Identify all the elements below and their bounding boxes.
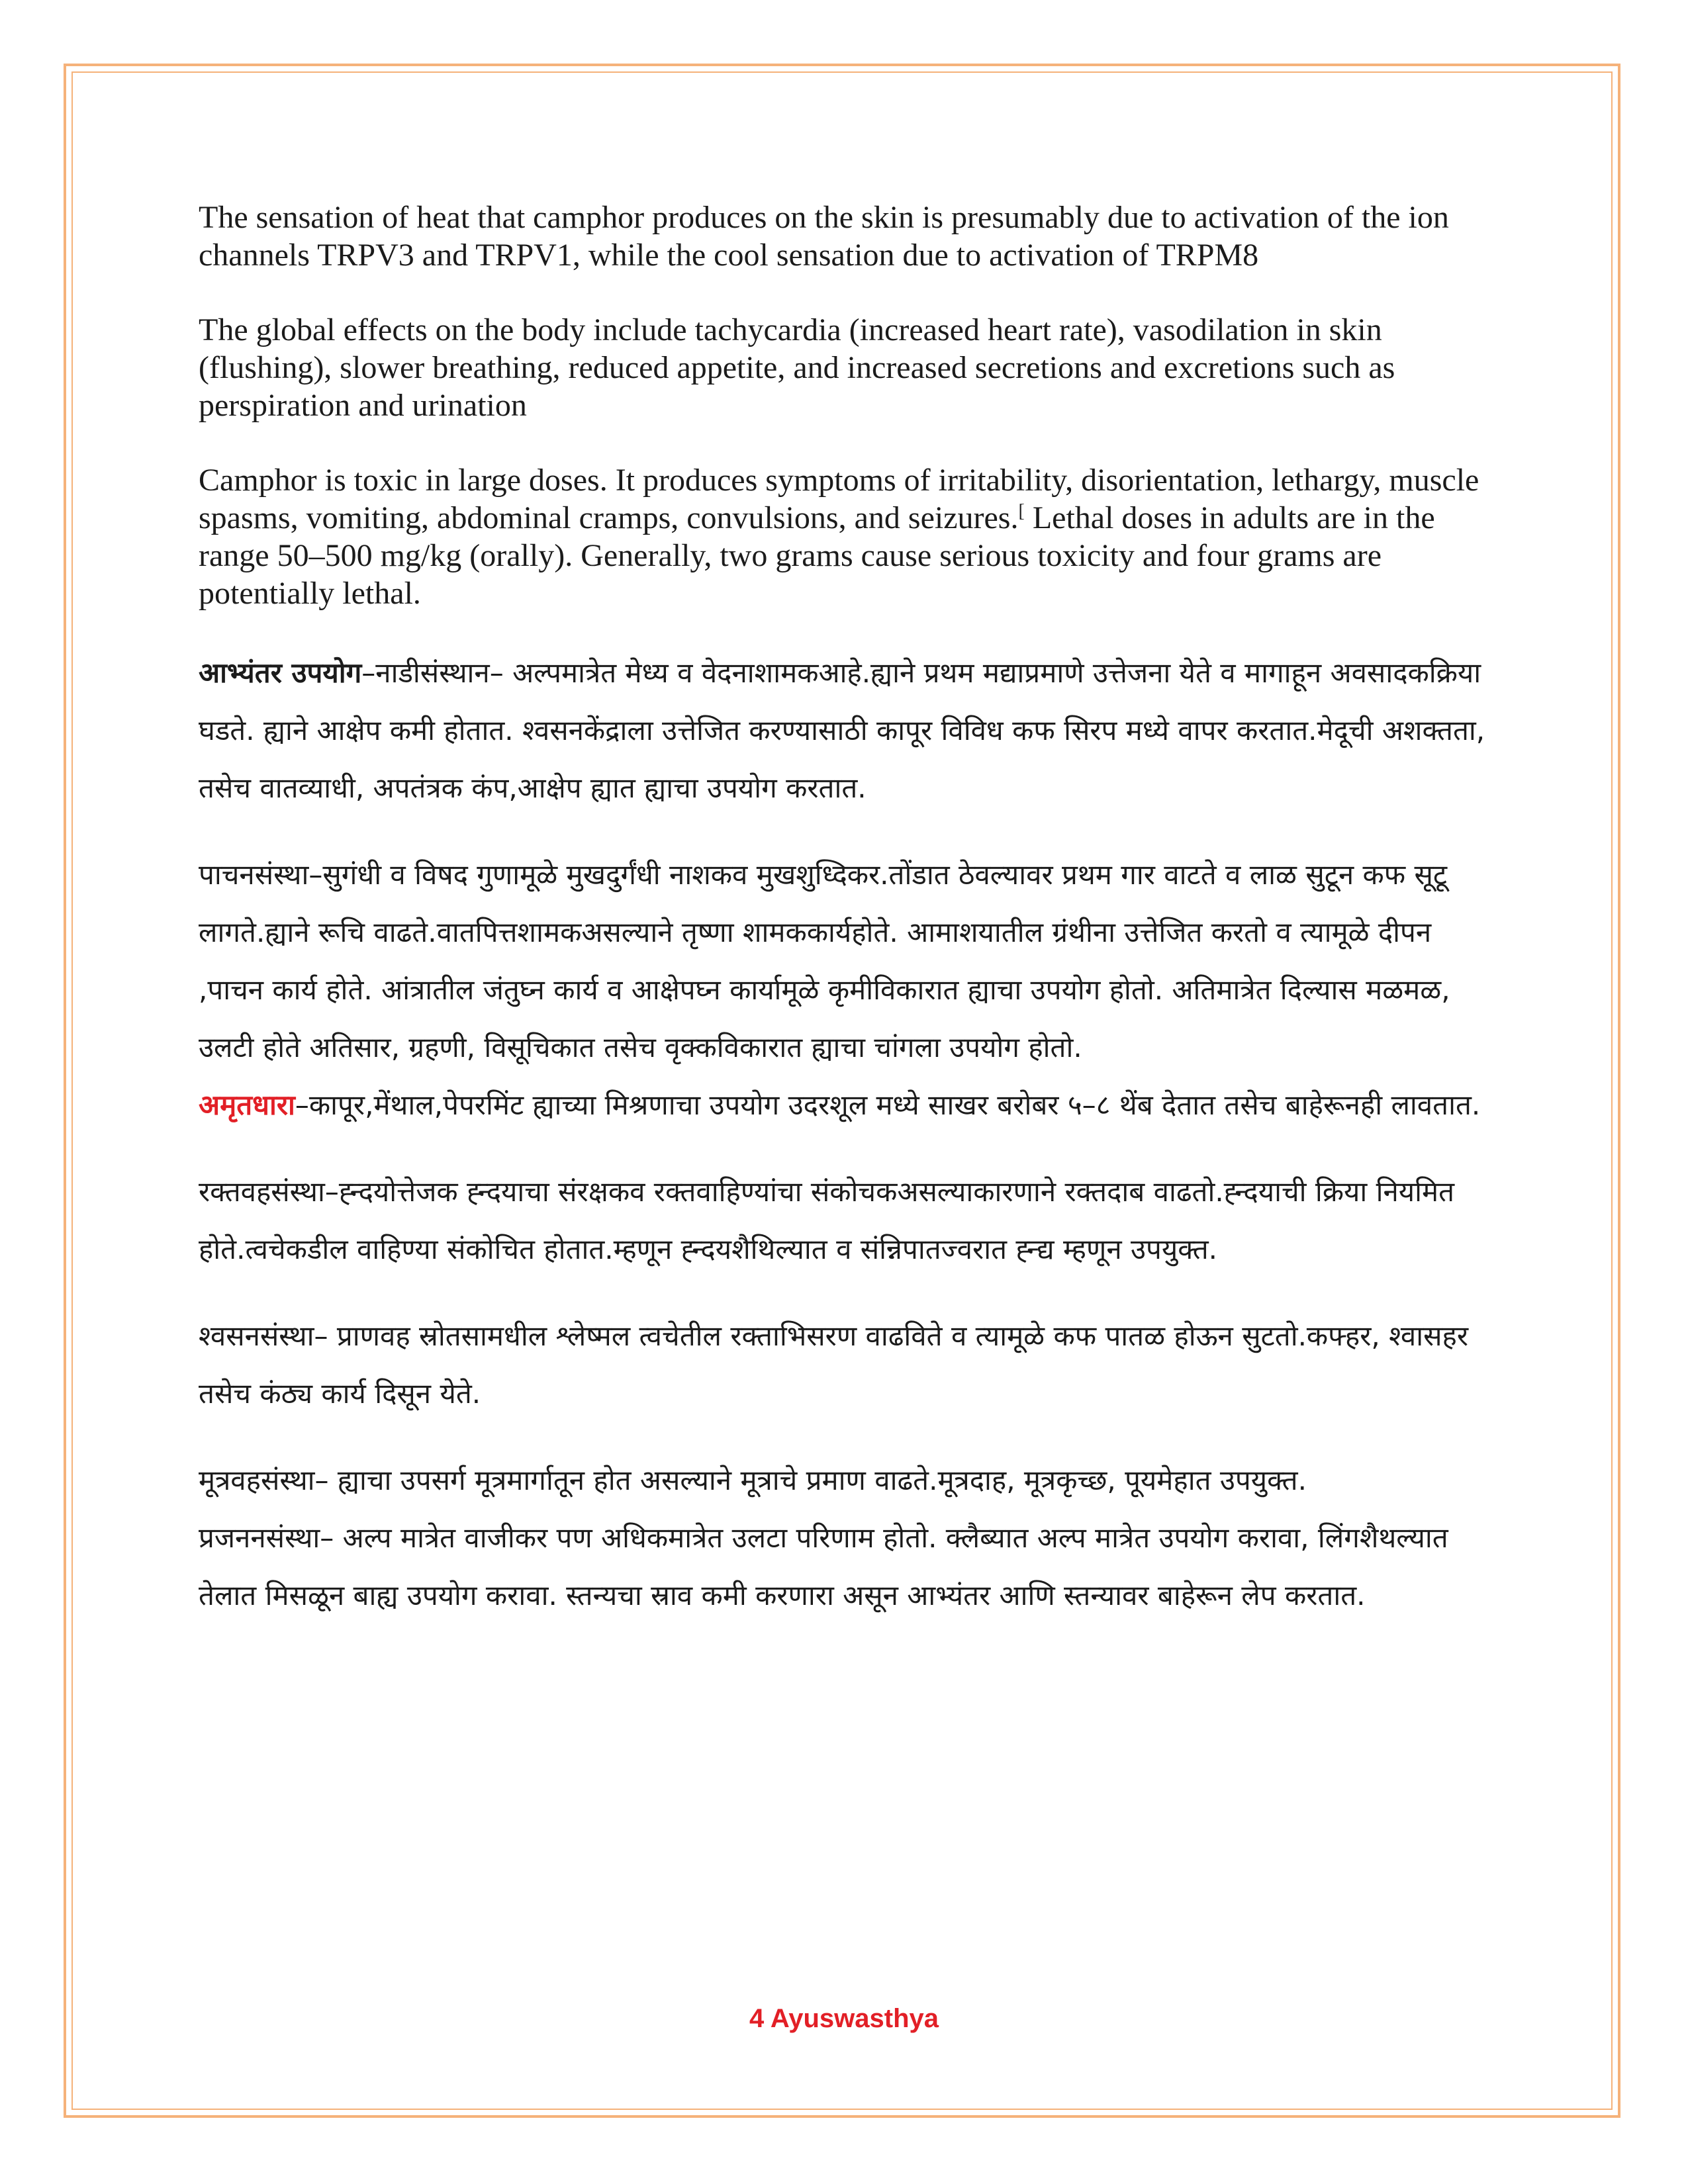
page-footer: 4 Ayuswasthya	[749, 2004, 939, 2033]
section-respiratory: श्वसनसंस्था– प्राणवह स्रोतसामधील श्लेष्मल त्वचेतील रक्ताभिसरण वाढविते व त्यामूळे कफ पातळ होऊन सुटतो.कफ्हर, श्वासहर तसेच कंठ्य कार्य दिसून येते.	[199, 1320, 1469, 1410]
paragraph-toxicity	[199, 461, 1489, 612]
paragraph-global-effects: The global effects on the body include tachycardia (increased heart rate), vasodilation in skin (flushing), slower breathing, reduced appetite, and increased secretions and excretions such as perspiration and urination	[199, 312, 1395, 423]
section-internal-use	[199, 644, 1489, 817]
amrutdhara-heading: अमृतधारा	[199, 1089, 295, 1121]
document-page	[199, 199, 1489, 1624]
amrutdhara-text: –कापूर,मेंथाल,पेपरमिंट ह्याच्या मिश्रणाचा उपयोग उदरशूल मध्ये साखर बरोबर ५–८ थेंब देतात तसेच बाहेरूनही लावतात.	[295, 1089, 1481, 1121]
internal-use-text: –नाडीसंस्थान– अल्पमात्रेत मेध्य व वेदनाशामकआहे.ह्याने प्रथम मद्याप्रमाणे उत्तेजना येते व मागाहून अवसादकक्रिया घडते. ह्याने आक्षेप कमी होतात. श्वसनकेंद्राला उत्तेजित करण्यासाठी कापूर विविध कफ सिरप मध्ये वापर करतात.मेदूची अशक्तता, तसेच वातव्याधी, अपतंत्रक कंप,आक्षेप ह्यात ह्याचा उपयोग करतात.	[199, 657, 1485, 804]
section-urinary: मूत्रवहसंस्था– ह्याचा उपसर्ग मूत्रमार्गातून होत असल्याने मूत्राचे प्रमाण वाढते.मूत्रदाह, मूत्रकृच्छ, पूयमेहात उपयुक्त.	[199, 1464, 1307, 1496]
section-digestive: पाचनसंस्था–सुगंधी व विषद गुणामूळे मुखदुर्गंधी नाशकव मुखशुध्दिकर.तोंडात ठेवल्यावर प्रथम गार वाटते व लाळ सुटून कफ सूटू लागते.ह्याने रूचि वाढते.वातपित्तशामकअसल्याने तृष्णा शामककार्यहोते. आमाशयातील ग्रंथीना उत्तेजित करतो व त्यामूळे दीपन ,पाचन कार्य होते. आंत्रातील जंतुघ्न कार्य व आक्षेपघ्न कार्यामूळे कृमीविकारात ह्याचा उपयोग होतो. अतिमात्रेत दिल्यास मळमळ, उलटी होते अतिसार, ग्रहणी, विसूचिकात तसेच वृक्कविकारात ह्याचा चांगला उपयोग होतो.	[199, 858, 1450, 1064]
section-amrutdhara	[199, 1076, 1489, 1134]
internal-use-heading: आभ्यंतर उपयोग	[199, 657, 362, 689]
paragraph-sensation: The sensation of heat that camphor produces on the skin is presumably due to activation of the ion channels TRPV3 and TRPV1, while the cool sensation due to activation of TRPM8	[199, 200, 1449, 273]
section-circulatory: रक्तवहसंस्था–ह्न्दयोत्तेजक ह्न्दयाचा संरक्षकव रक्तवाहिण्यांचा संकोचकअसल्याकारणाने रक्तदाब वाढतो.ह्न्दयाची क्रिया नियमित होते.त्वचेकडील वाहिण्या संकोचित होतात.म्हणून ह्न्दयशैथिल्यात व संन्निपातज्वरात ह्न्द्य म्हणून उपयुक्त.	[199, 1175, 1455, 1265]
toxicity-text-b: Lethal doses in adults are in the range 50–500 mg/kg (orally). Generally, two grams cause serious toxicity and four grams are potentially lethal.	[199, 500, 1435, 611]
toxicity-text-a: Camphor is toxic in large doses. It produces symptoms of irritability, disorientation, lethargy, muscle spasms, vomiting, abdominal cramps, convulsions, and seizures.	[199, 463, 1479, 535]
citation-bracket: [	[1018, 501, 1025, 522]
section-reproductive: प्रजननसंस्था– अल्प मात्रेत वाजीकर पण अधिकमात्रेत उलटा परिणाम होतो. क्लैब्यात अल्प मात्रेत उपयोग करावा, लिंगशैथल्यात तेलात मिसळून बाह्य उपयोग करावा. स्तन्यचा स्राव कमी करणारा असून आभ्यंतर आणि स्तन्यावर बाहेरून लेप करतात.	[199, 1522, 1448, 1612]
